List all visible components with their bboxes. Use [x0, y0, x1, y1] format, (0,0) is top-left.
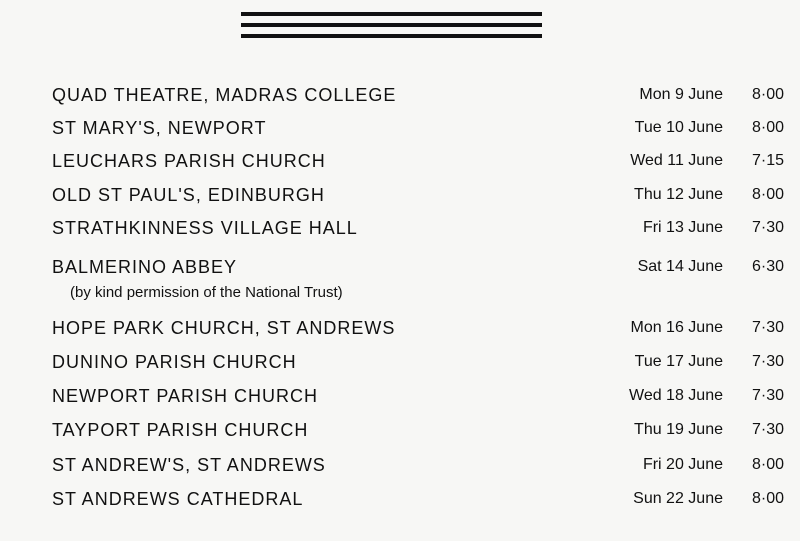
- concert-time: 7·15: [751, 152, 784, 169]
- concert-time: 8·00: [751, 456, 784, 473]
- concert-row: [0, 85, 800, 115]
- concert-row: [0, 455, 800, 485]
- concert-time: 7·30: [751, 219, 784, 236]
- concert-date: Sat 14 June: [637, 258, 723, 275]
- concert-date: Mon 16 June: [630, 319, 723, 336]
- concert-time: 8·00: [751, 186, 784, 203]
- concert-time: 7·30: [751, 387, 784, 404]
- concert-date: Sun 22 June: [633, 490, 723, 507]
- concert-time: 6·30: [751, 258, 784, 275]
- concert-date: Fri 20 June: [642, 456, 723, 473]
- concert-time: 8·00: [751, 119, 784, 136]
- concert-row: [0, 489, 800, 519]
- venue-name: STRATHKINNESS VILLAGE HALL: [52, 218, 358, 238]
- concert-date: Mon 9 June: [639, 86, 723, 103]
- concert-row: [0, 318, 800, 348]
- concert-row: [0, 386, 800, 416]
- venue-name: BALMERINO ABBEY: [52, 257, 238, 277]
- concert-row: [0, 151, 800, 181]
- venue-name: OLD ST PAUL'S, EDINBURGH: [52, 185, 325, 205]
- concert-time: 7·30: [751, 421, 784, 438]
- venue-name: ST MARY'S, NEWPORT: [52, 118, 267, 138]
- concert-date: Tue 10 June: [634, 119, 723, 136]
- concert-time: 8·00: [751, 86, 784, 103]
- venue-note: (by kind permission of the National Trust): [70, 284, 343, 301]
- concert-date: Thu 19 June: [634, 421, 723, 438]
- concert-row: [0, 420, 800, 450]
- concert-date: Fri 13 June: [642, 219, 723, 236]
- concert-row: [0, 218, 800, 248]
- venue-name: TAYPORT PARISH CHURCH: [52, 420, 309, 440]
- concert-row: [0, 118, 800, 148]
- concert-time: 7·30: [751, 353, 784, 370]
- concert-row: [0, 257, 800, 309]
- venue-name: ST ANDREWS CATHEDRAL: [52, 489, 304, 509]
- venue-name: NEWPORT PARISH CHURCH: [52, 386, 319, 406]
- venue-name: ST ANDREW'S, ST ANDREWS: [52, 455, 326, 475]
- concert-row: [0, 185, 800, 215]
- concert-date: Wed 18 June: [629, 387, 723, 404]
- concert-date: Thu 12 June: [634, 186, 723, 203]
- venue-name: HOPE PARK CHURCH, ST ANDREWS: [52, 318, 396, 338]
- venue-name: QUAD THEATRE, MADRAS COLLEGE: [52, 85, 397, 105]
- concert-time: 8·00: [751, 490, 784, 507]
- concert-time: 7·30: [751, 319, 784, 336]
- concert-row: [0, 352, 800, 382]
- concert-date: Wed 11 June: [630, 152, 723, 169]
- venue-name: DUNINO PARISH CHURCH: [52, 352, 297, 372]
- venue-name: LEUCHARS PARISH CHURCH: [52, 151, 326, 171]
- concert-date: Tue 17 June: [634, 353, 723, 370]
